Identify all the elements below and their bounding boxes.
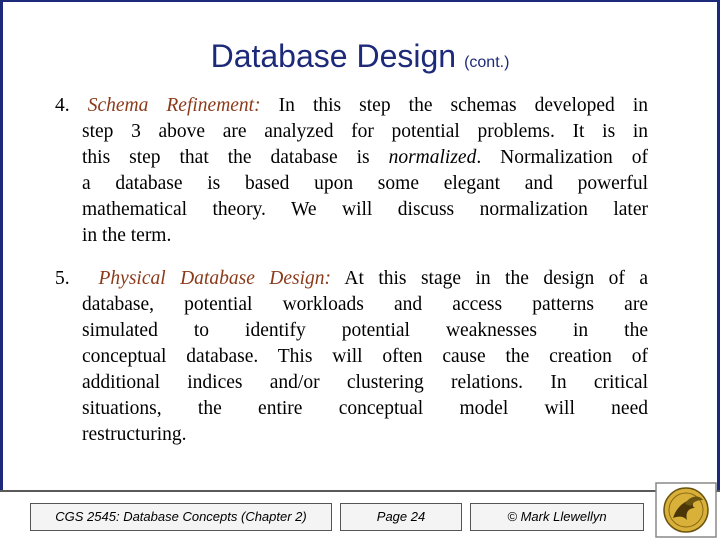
- footer-author: © Mark Llewellyn: [470, 503, 644, 531]
- item-4-line-6: in the term.: [82, 225, 172, 246]
- item-5-number: 5.: [55, 268, 70, 289]
- item-5-line-6: situations, the entire conceptual model will need: [82, 398, 648, 419]
- footer-course: CGS 2545: Database Concepts (Chapter 2): [30, 503, 332, 531]
- item-4-line-3: this step that the database is normalized. Normalization of: [82, 147, 648, 168]
- footer-divider: [0, 490, 720, 492]
- item-4-number: 4.: [55, 95, 70, 116]
- item-4-paragraph: [55, 93, 648, 249]
- footer-page-number: Page 24: [340, 503, 462, 531]
- item-5-paragraph: [55, 266, 648, 448]
- title-suffix: (cont.): [464, 54, 510, 71]
- item-5-line-3: simulated to identify potential weaknesses in the: [82, 320, 648, 341]
- item-4-line-4: a database is based upon some elegant and powerful: [82, 173, 648, 194]
- item-5-line-2: database, potential workloads and access patterns are: [82, 294, 648, 315]
- item-4-line-1: 4. Schema Refinement: In this step the schemas developed in: [55, 95, 648, 116]
- title-text: Database Design: [210, 38, 457, 74]
- item-4-line-2: step 3 above are analyzed for potential problems. It is in: [82, 121, 648, 142]
- item-5-line-4: conceptual database. This will often cause the creation of: [82, 346, 648, 367]
- ucf-pegasus-logo-icon: [655, 482, 717, 538]
- item-5-line-7: restructuring.: [82, 424, 187, 445]
- normalized-emphasis: normalized: [388, 147, 477, 168]
- item-5-term: Physical Database Design:: [98, 268, 332, 289]
- item-4-term: Schema Refinement:: [87, 95, 261, 116]
- item-4-line-5: mathematical theory. We will discuss normalization later: [82, 199, 648, 220]
- item-5-line-5: additional indices and/or clustering relations. In critical: [82, 372, 648, 393]
- slide-title: [0, 36, 720, 83]
- slide-border-top: [0, 0, 720, 2]
- item-5-line-1: 5. Physical Database Design: At this stage in the design of a: [55, 268, 649, 289]
